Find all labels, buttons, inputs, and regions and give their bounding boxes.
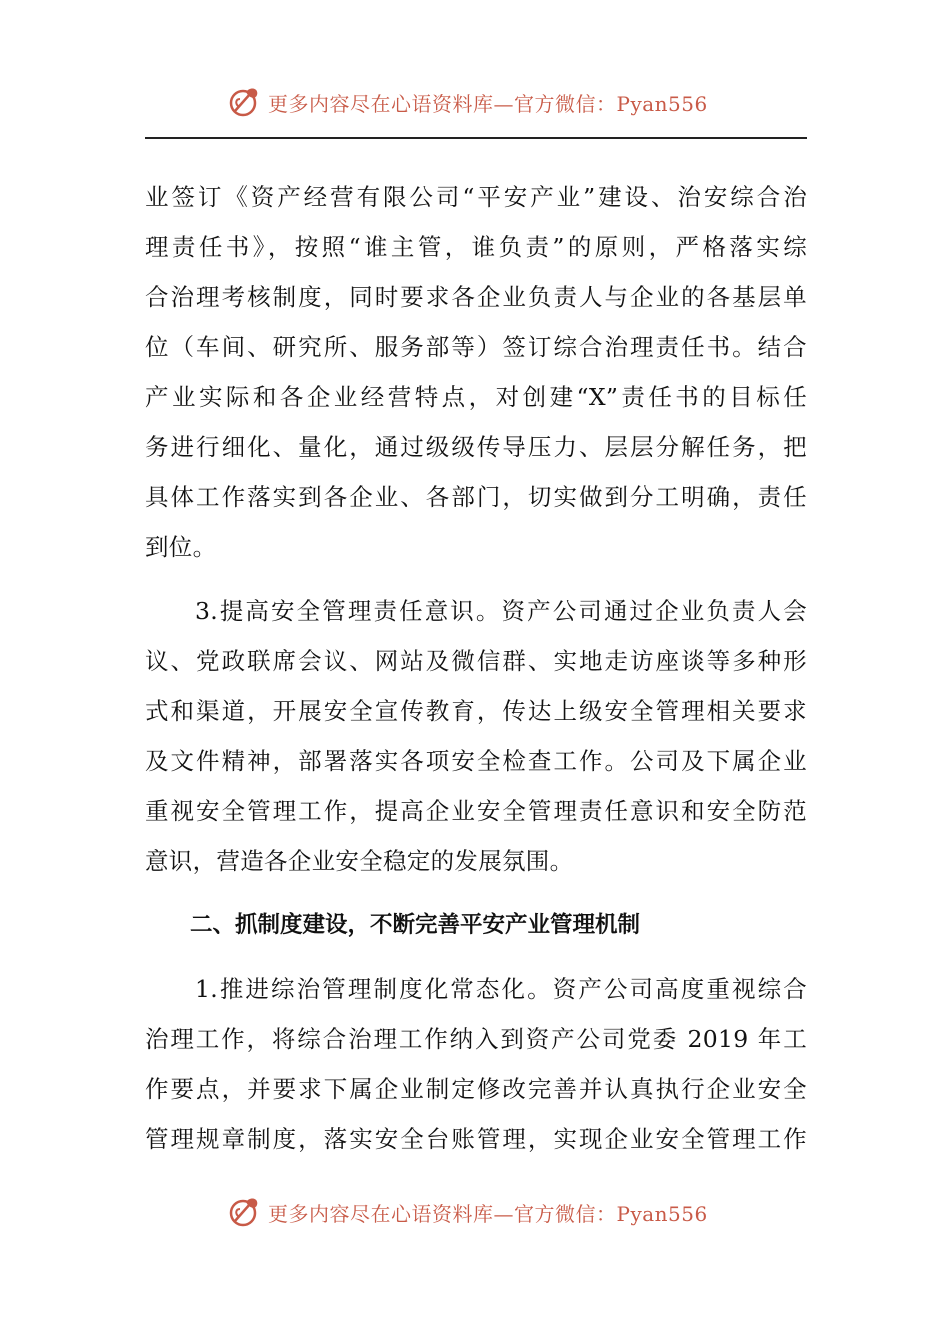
header-divider: [145, 137, 807, 139]
text-line: 务进行细化、量化，通过级级传导压力、层层分解任务，把: [145, 433, 807, 461]
text-line: 管理规章制度，落实安全台账管理，实现企业安全管理工作: [145, 1125, 807, 1153]
flower-logo-icon: [226, 1194, 262, 1230]
paragraph-2: [145, 586, 807, 886]
text-line: 作要点，并要求下属企业制定修改完善并认真执行企业安全: [145, 1075, 807, 1103]
text-line: 重视安全管理工作，提高企业安全管理责任意识和安全防范: [145, 797, 807, 825]
text-line: 位（车间、研究所、服务部等）签订综合治理责任书。结合: [145, 333, 807, 361]
text-line: 3.提高安全管理责任意识。资产公司通过企业负责人会: [195, 597, 807, 625]
section-heading: 二、抓制度建设，不断完善平安产业管理机制: [190, 912, 641, 938]
flower-logo-icon: [226, 84, 262, 120]
text-line: 产业实际和各企业经营特点，对创建“X”责任书的目标任: [145, 383, 807, 411]
text-line: 合治理考核制度，同时要求各企业负责人与企业的各基层单: [145, 283, 807, 311]
footer-watermark-text: 更多内容尽在心语资料库—官方微信：Pyan556: [268, 1201, 708, 1226]
text-line: 业签订《资产经营有限公司“平安产业”建设、治安综合治: [145, 183, 807, 211]
text-line: 意识，营造各企业安全稳定的发展氛围。: [145, 847, 574, 875]
text-line: 1.推进综治管理制度化常态化。资产公司高度重视综合: [195, 975, 807, 1003]
header-watermark: [0, 80, 950, 124]
paragraph-3: [145, 964, 807, 1164]
text-line: 到位。: [145, 533, 217, 561]
text-line: 议、党政联席会议、网站及微信群、实地走访座谈等多种形: [145, 647, 807, 675]
document-body: [145, 172, 807, 1164]
text-line: 理责任书》，按照“谁主管，谁负责”的原则，严格落实综: [145, 233, 807, 261]
text-line: 及文件精神，部署落实各项安全检查工作。公司及下属企业: [145, 747, 807, 775]
text-line: 治理工作，将综合治理工作纳入到资产公司党委 2019 年工: [145, 1025, 807, 1053]
footer-watermark: [0, 1190, 950, 1234]
header-watermark-text: 更多内容尽在心语资料库—官方微信：Pyan556: [268, 91, 708, 116]
text-line: 式和渠道，开展安全宣传教育，传达上级安全管理相关要求: [145, 697, 807, 725]
text-line: 具体工作落实到各企业、各部门，切实做到分工明确，责任: [145, 483, 807, 511]
paragraph-1: [145, 172, 807, 572]
